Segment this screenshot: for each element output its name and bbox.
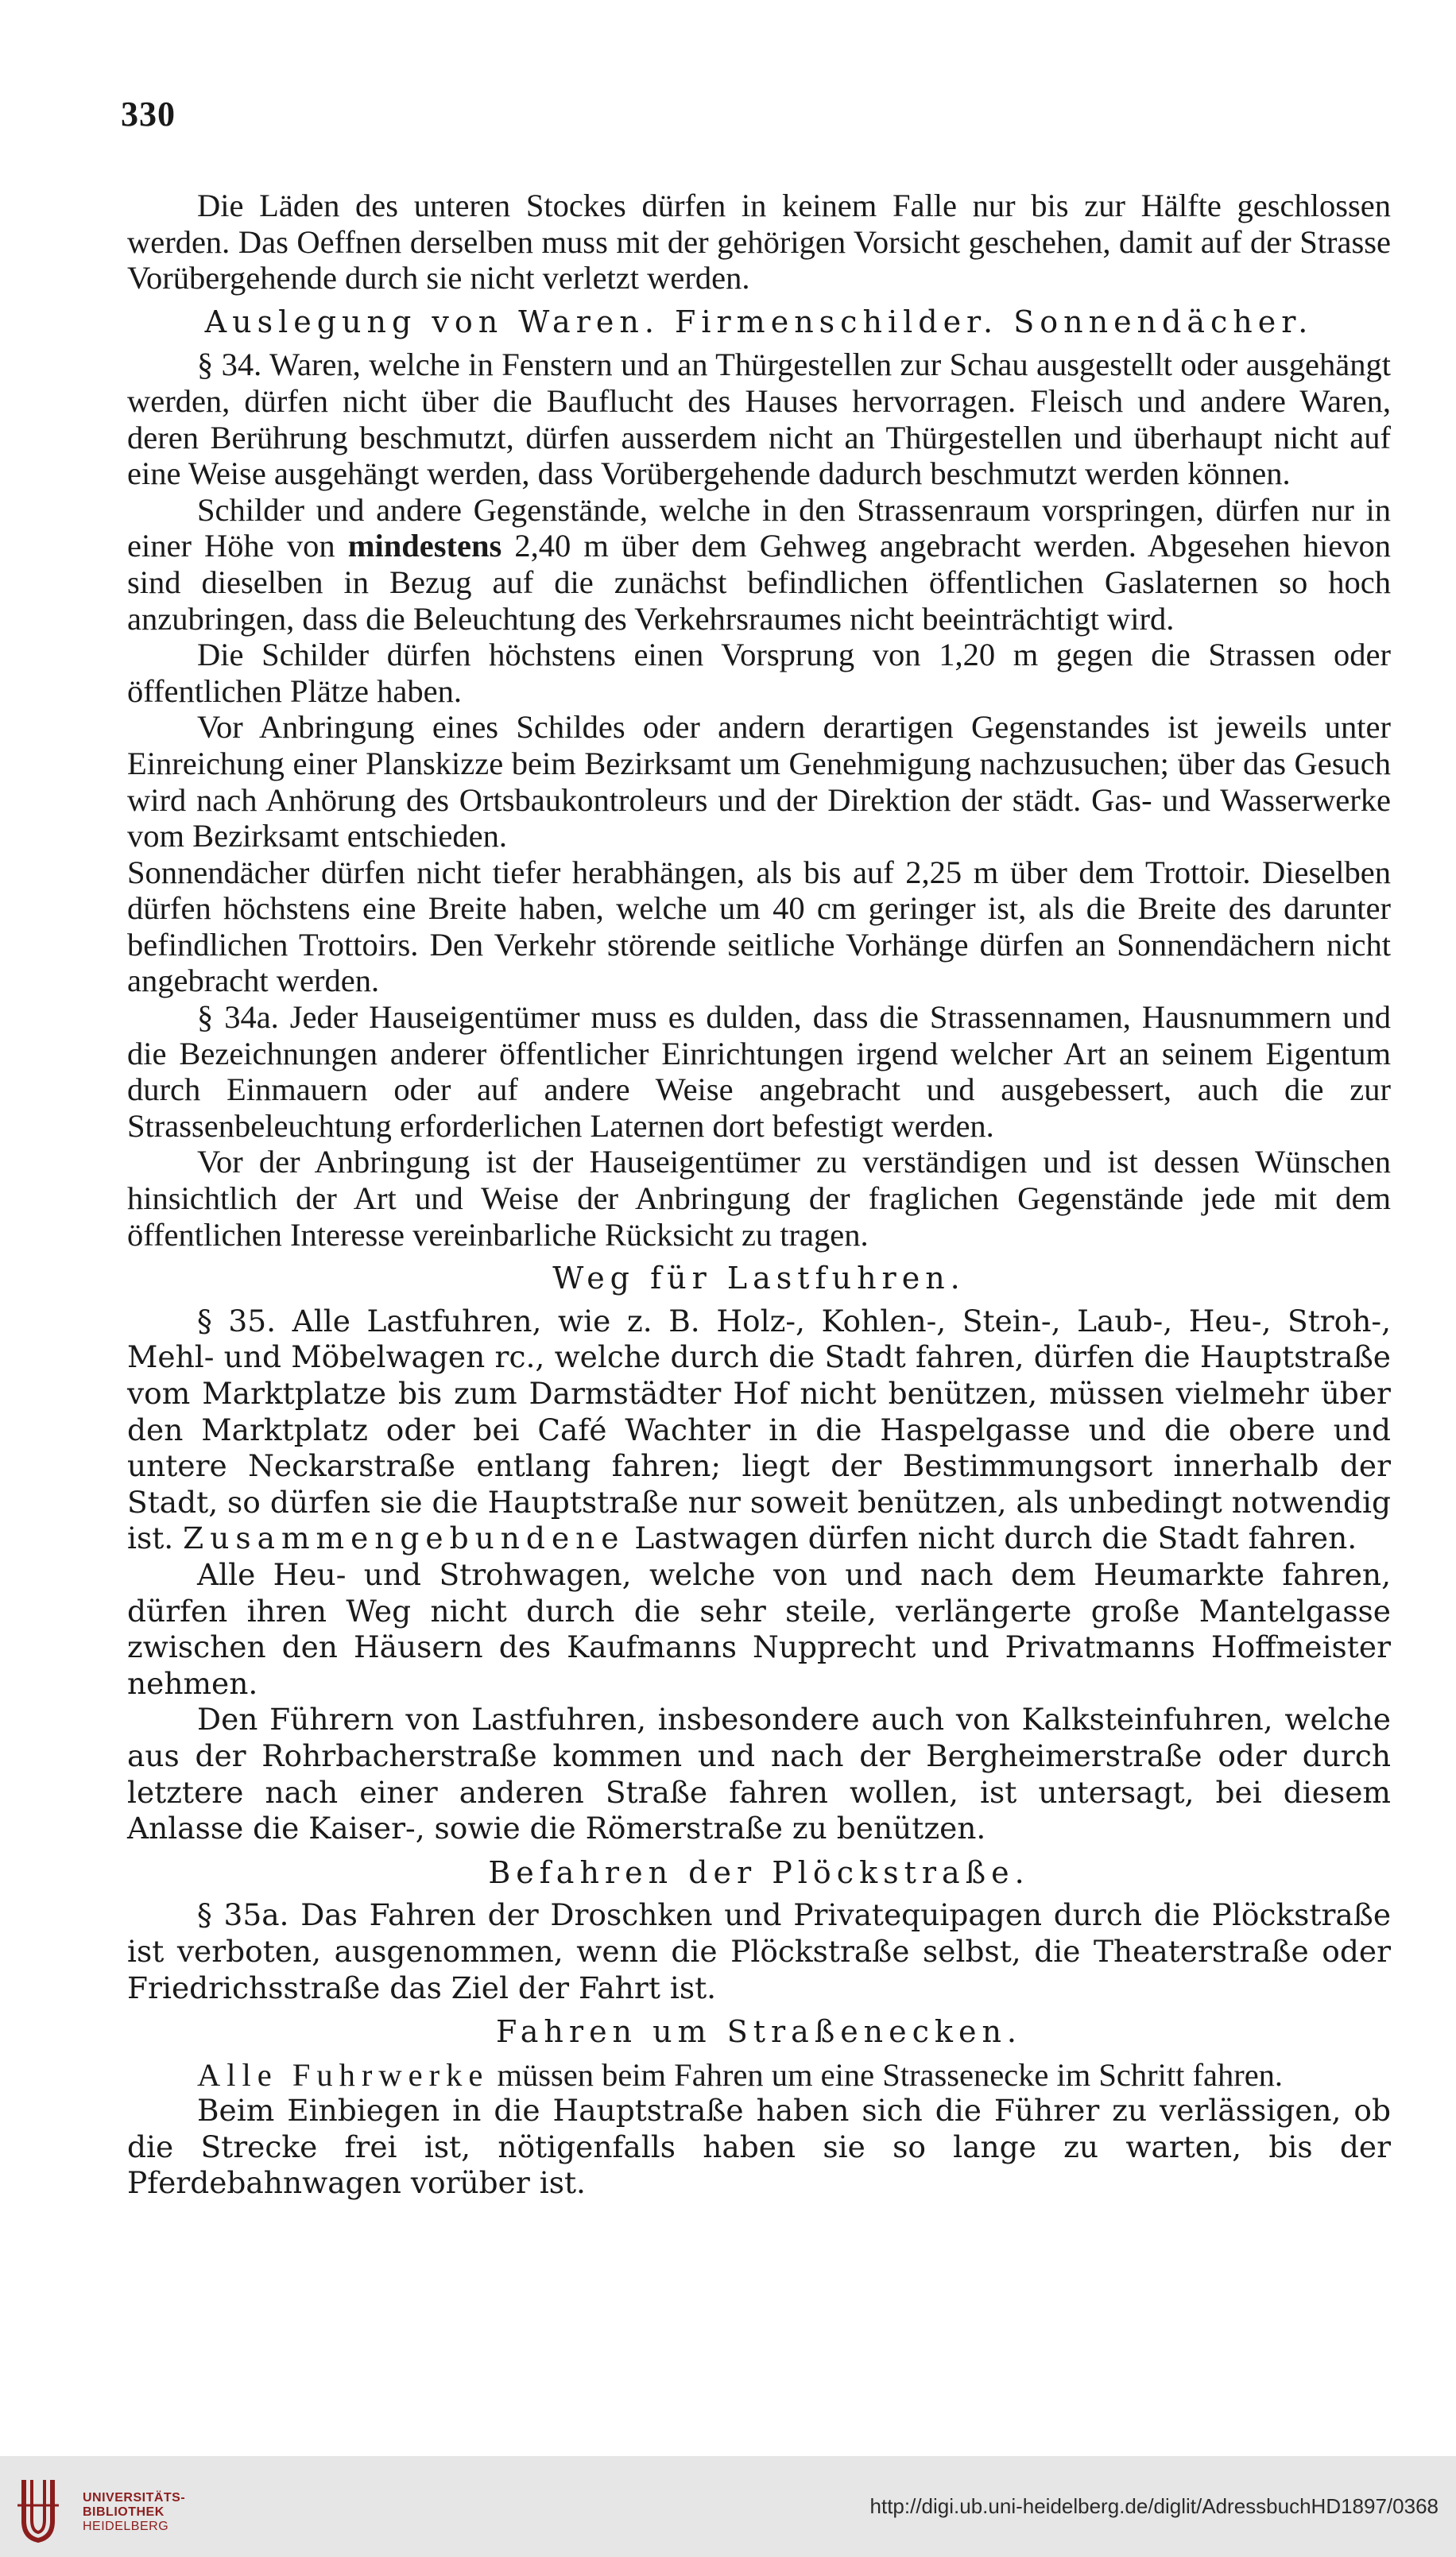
section-number: § 35a.	[197, 1897, 289, 1933]
paragraph: Sonnendächer dürfen nicht tiefer herabhängen, als bis auf 2,25 m über dem Trottoir. Dieselben dürfen höchstens eine Breite haben, welche um 40 cm geringer ist, als die Breite des darunter befindlichen Trottoirs. Den Verkehr störende seitliche Vorhänge dürfen an Sonnendächern nicht angebracht werden.	[127, 854, 1391, 999]
library-name-line: HEIDELBERG	[83, 2520, 169, 2533]
paragraph-text: Waren, welche in Fenstern und an Thürgestellen zur Schau ausgestellt oder ausgehängt werden, dürfen nicht über die Baufluсht des Hauses hervorragen. Fleisch und andere Waren, deren Berührung beschmutzt, dürfen ausserdem nicht an Thürgestellen und überhaupt nicht auf eine Weise ausgehängt werden, dass Vorübergehende dadurch beschmutzt werden können.	[127, 347, 1391, 492]
paragraph: Alle Heu- und Strohwagen, welche von und nach dem Heumarkte fahren, dürfen ihren Weg nicht durch die sehr steile, verlängerte große Mantelgasse zwischen den Häusern des Kaufmanns Nupprecht und Privatmanns Hoffmeister nehmen.	[127, 1556, 1391, 1701]
paragraph: Die Läden des unteren Stockes dürfen in keinem Falle nur bis zur Hälfte geschlossen werden. Das Oeffnen derselben muss mit der gehörigen Vorsicht geschehen, damit auf der Strasse Vorübergehende durch sie nicht verletzt werden.	[127, 188, 1391, 296]
paragraph	[127, 2057, 1391, 2094]
paragraph: Vor der Anbringung ist der Hauseigentümer zu verständigen und ist dessen Wünschen hinsichtlich der Art und Weise der Anbringung der fraglichen Gegenstände jede mit dem öffentlichen Interesse vereinbarliche Rücksicht zu tragen.	[127, 1144, 1391, 1253]
document-body	[127, 188, 1391, 2202]
section-heading: Fahren um Straßenecken.	[495, 2014, 1022, 2050]
paragraph	[127, 1304, 1391, 1557]
emphasis-text: mindestens	[347, 528, 502, 564]
paragraph-text: Jeder Hauseigentümer muss es dulden, dass die Strassennamen, Hausnummern und die Bezeichnungen anderer öffentlicher Einrichtungen irgend welcher Art an seinem Eigentum durch Einmauern oder auf andere Weise angebracht und ausgebessert, auch die zur Strassenbeleuchtung erforderlichen Laternen dort befestigt werden.	[127, 999, 1392, 1144]
paragraph-text: Schilder und andere Gegenstände, welche in den Strassenraum vorspringen, dürfen nur in einer Höhe von	[127, 491, 1391, 564]
paragraph: Vor Anbringung eines Schildes oder andern derartigen Gegenstandes ist jeweils unter Einreichung einer Planskizze beim Bezirksamt um Genehmigung nachzusuchen; über das Gesuch wird nach Anhörung des Ortsbaukontroleurs und der Direktion der städt. Gas- und Wasserwerke vom Bezirksamt entschieden.	[127, 709, 1391, 854]
library-name-line: UNIVERSITÄTS-	[83, 2491, 186, 2505]
paragraph	[127, 999, 1391, 1144]
paragraph	[127, 492, 1391, 637]
footer-bar	[0, 2456, 1456, 2557]
section-number: § 34a.	[197, 999, 279, 1036]
paragraph: Beim Einbiegen in die Hauptstraße haben sich die Führer zu verlässigen, ob die Strecke frei ist, nötigenfalls haben sie so lange zu warten, bis der Pferdebahnwagen vorüber ist.	[127, 2093, 1391, 2201]
paragraph: Die Schilder dürfen höchstens einen Vorsprung von 1,20 m gegen die Strassen oder öffentlichen Plätze haben.	[127, 637, 1391, 709]
section-number: § 34.	[197, 347, 262, 383]
section-heading: Weg für Lastfuhren.	[552, 1261, 966, 1296]
section-heading: Befahren der Plöckstraße.	[488, 1854, 1030, 1890]
paragraph-text: müssen beim Fahren um eine Strassenecke im Schritt fahren.	[497, 2056, 1284, 2093]
paragraph	[127, 1897, 1391, 2006]
section-number: § 35.	[197, 1303, 276, 1339]
paragraph: Den Führern von Lastfuhren, insbesondere auch von Kalksteinfuhren, welche aus der Rohrbacherstraße kommen und nach der Bergheimerstraße oder durch letztere nach einer anderen Straße fahren wollen, ist untersagt, bei diesem Anlasse die Kaiser-, sowie die Römerstraße zu benützen.	[127, 1702, 1391, 1846]
ub-heidelberg-logo-icon	[14, 2474, 62, 2545]
section-heading: Auslegung von Waren. Firmenschilder. Sonnendächer.	[204, 304, 1314, 339]
source-url-link[interactable]: http://digi.ub.uni-heidelberg.de/diglit/AdressbuchHD1897/0368	[869, 2494, 1439, 2518]
paragraph-text: Alle Lastfuhren, wie z. B. Holz-, Kohlen-, Stein-, Laub-, Heu-, Stroh-, Mehl- und Möbelwagen rc., welche durch die Stadt fahren, dürfen die Hauptstraße vom Marktplatze bis zum Darmstädter Hof nicht benützen, müssen vielmehr über den Marktplatz oder bei Café Wachter in die Haspelgasse und die obere und untere Neckarstraße entlang fahren; liegt der Bestimmungsort innerhalb der Stadt, so dürfen sie die Hauptstraße nur soweit benützen, als unbedingt notwendig ist.	[127, 1303, 1391, 1556]
page-number: 330	[121, 95, 176, 134]
paragraph-text: Lastwagen dürfen nicht durch die Stadt fahren.	[634, 1521, 1357, 1556]
paragraph-text: Das Fahren der Droschken und Privatequipagen durch die Plöckstraße ist verboten, ausgenommen, wenn die Plöckstraße selbst, die Theaterstraße oder Friedrichsstraße das Ziel der Fahrt ist.	[127, 1897, 1392, 2005]
paragraph-text: 2,40 m über dem Gehweg angebracht werden. Abgesehen hievon sind dieselben in Bezug auf die zunächst befindlichen öffentlichen Gaslaternen so hoch anzubringen, dass die Beleuchtung des Verkehrsraumes nicht beeinträchtigt wird.	[127, 528, 1392, 637]
spaced-emphasis-text: Zusammengebundene	[183, 1521, 625, 1556]
paragraph	[127, 347, 1391, 491]
spaced-emphasis-text: Alle Fuhrwerke	[197, 2056, 490, 2093]
library-name-line: BIBLIOTHEK	[83, 2505, 165, 2519]
library-name	[83, 2491, 185, 2534]
